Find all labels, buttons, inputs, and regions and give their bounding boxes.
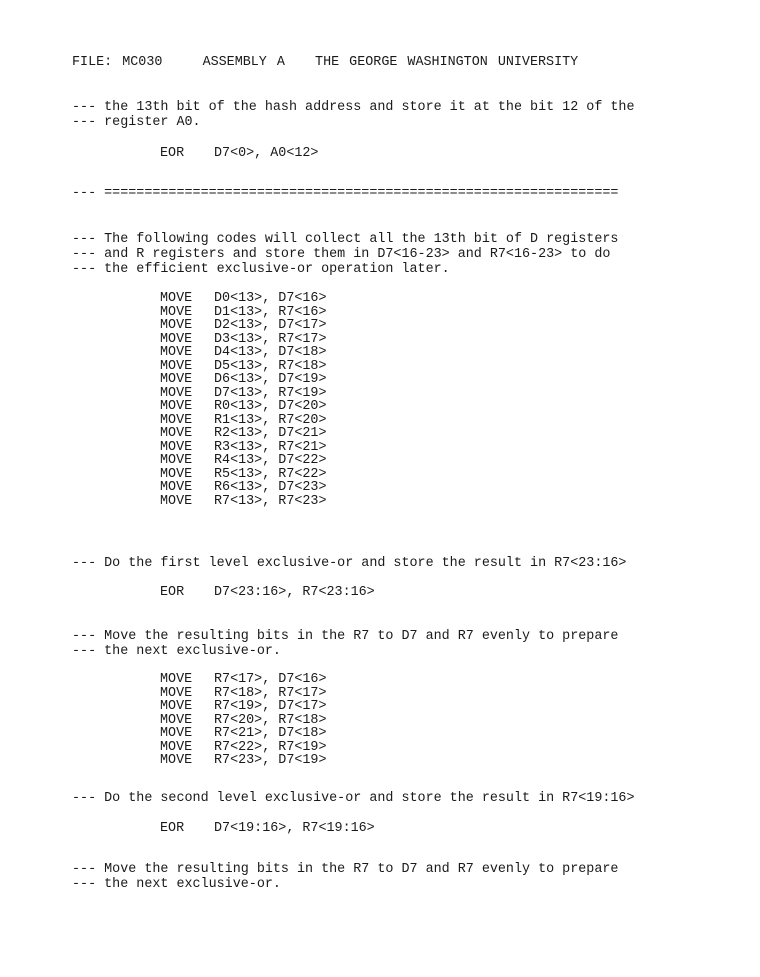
comment-line: --- and R registers and store them in D7<16-23> and R7<16-23> to do [72,247,611,262]
operands: R1<13>, R7<20> [214,412,327,428]
opcode: MOVE [160,412,193,428]
opcode: EOR [160,146,185,161]
operands: D4<13>, D7<18> [214,345,327,360]
code-line [160,373,327,387]
code-line [160,360,327,374]
code-line [160,687,327,701]
operands: R7<21>, D7<18> [214,726,327,741]
operands: D1<13>, R7<16> [214,304,327,320]
comment-line: --- Do the first level exclusive-or and store the result in R7<23:16> [72,556,627,571]
operands: D7<23:16>, R7<23:16> [214,585,375,600]
code-line [160,754,327,768]
operands: D5<13>, R7<18> [214,358,327,374]
code-line [160,292,327,306]
operands: D7<0>, A0<12> [214,146,319,161]
opcode: MOVE [160,685,193,701]
institution-label: THE GEORGE WASHINGTON UNIVERSITY [315,55,579,70]
opcode: MOVE [160,318,193,333]
code-line [160,427,327,441]
opcode: MOVE [160,453,193,468]
comment-line: --- Move the resulting bits in the R7 to D7 and R7 evenly to prepare [72,629,619,644]
code-line [160,441,327,455]
code-line [160,387,327,401]
opcode: MOVE [160,399,193,414]
code-line [160,673,327,687]
file-label: FILE: MC030 [72,55,163,70]
opcode: MOVE [160,699,193,714]
opcode: MOVE [160,345,193,360]
code-line [160,454,327,468]
move-block-1 [160,292,327,508]
operands: R7<17>, D7<16> [214,672,327,687]
code-line [160,400,327,414]
opcode: MOVE [160,426,193,441]
code-line [160,481,327,495]
comment-line: --- register A0. [72,115,201,130]
opcode: MOVE [160,358,193,374]
opcode: MOVE [160,385,193,401]
opcode: EOR [160,821,185,836]
operands: R0<13>, D7<20> [214,399,327,414]
comment-line: --- the efficient exclusive-or operation later. [72,262,450,277]
comment-line: --- The following codes will collect all the 13th bit of D registers [72,232,619,247]
operands: R7<18>, R7<17> [214,685,327,701]
operands: R3<13>, R7<21> [214,439,327,455]
operands: D7<13>, R7<19> [214,385,327,401]
comment-line: --- Do the second level exclusive-or and store the result in R7<19:16> [72,791,635,806]
opcode: MOVE [160,439,193,455]
operands: D0<13>, D7<16> [214,291,327,306]
code-line [160,821,375,836]
operands: R6<13>, D7<23> [214,480,327,495]
opcode: MOVE [160,739,193,755]
code-line [160,306,327,320]
opcode: MOVE [160,331,193,347]
code-line [160,346,327,360]
opcode: MOVE [160,493,193,509]
move-block-2 [160,673,327,768]
code-line [160,700,327,714]
comment-line: --- the next exclusive-or. [72,644,281,659]
opcode: EOR [160,585,185,600]
operands: R7<13>, R7<23> [214,493,327,509]
code-line [160,146,318,161]
opcode: MOVE [160,304,193,320]
comment-line: --- the next exclusive-or. [72,877,281,892]
operands: R4<13>, D7<22> [214,453,327,468]
opcode: MOVE [160,291,193,306]
code-line [160,468,327,482]
operands: R7<20>, R7<18> [214,712,327,728]
code-line [160,741,327,755]
opcode: MOVE [160,753,193,768]
operands: D2<13>, D7<17> [214,318,327,333]
code-line [160,714,327,728]
opcode: MOVE [160,672,193,687]
opcode: MOVE [160,372,193,387]
code-line [160,414,327,428]
comment-line: --- Move the resulting bits in the R7 to D7 and R7 evenly to prepare [72,862,619,877]
operands: D7<19:16>, R7<19:16> [214,821,375,836]
code-line [160,495,327,509]
operands: D3<13>, R7<17> [214,331,327,347]
opcode: MOVE [160,466,193,482]
opcode: MOVE [160,480,193,495]
opcode: MOVE [160,712,193,728]
operands: R7<22>, R7<19> [214,739,327,755]
operands: R7<19>, D7<17> [214,699,327,714]
comment-line: --- the 13th bit of the hash address and store it at the bit 12 of the [72,100,635,115]
code-line [160,727,327,741]
page-header [72,55,578,70]
operands: R7<23>, D7<19> [214,753,327,768]
operands: R2<13>, D7<21> [214,426,327,441]
operands: D6<13>, D7<19> [214,372,327,387]
code-line [160,585,375,600]
code-line [160,319,327,333]
code-line [160,333,327,347]
separator-rule: --- ================================================================ [72,186,619,201]
opcode: MOVE [160,726,193,741]
operands: R5<13>, R7<22> [214,466,327,482]
section-label: ASSEMBLY A [202,55,285,70]
